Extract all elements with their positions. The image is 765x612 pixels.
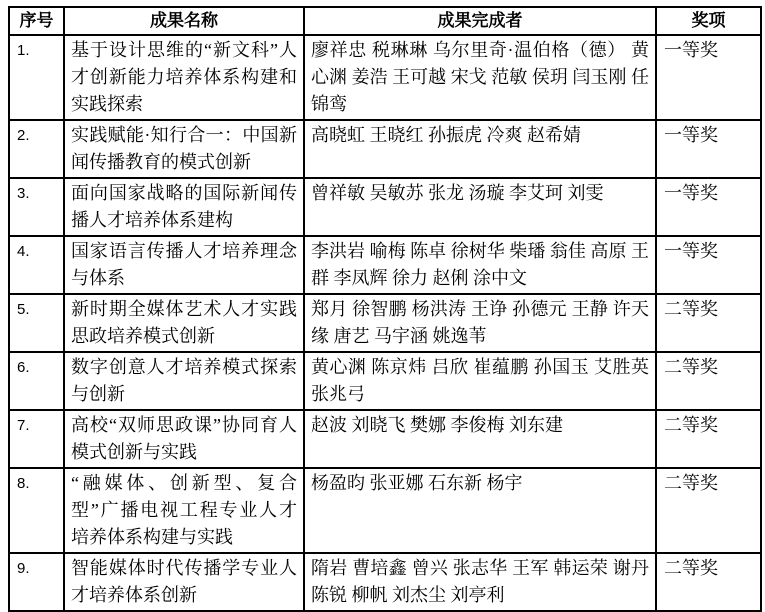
cell-award: 一等奖 (656, 120, 761, 178)
cell-achievement-name: 国家语言传播人才培养理念与体系 (64, 236, 304, 294)
table-row (9, 35, 761, 120)
cell-serial-number: 4. (9, 236, 64, 294)
cell-achievement-name: 智能媒体时代传播学专业人才培养体系创新 (64, 553, 304, 611)
table-row (9, 352, 761, 410)
award-table-container (8, 6, 762, 612)
table-row (9, 120, 761, 178)
cell-achievement-name: 基于设计思维的“新文科”人才创新能力培养体系构建和实践探索 (64, 35, 304, 120)
cell-serial-number: 7. (9, 410, 64, 468)
cell-achievement-completers: 高晓虹 王晓红 孙振虎 冷爽 赵希婧 (304, 120, 656, 178)
table-body (9, 35, 761, 611)
cell-achievement-name: 新时期全媒体艺术人才实践思政培养模式创新 (64, 294, 304, 352)
cell-award: 二等奖 (656, 294, 761, 352)
cell-serial-number: 6. (9, 352, 64, 410)
table-row (9, 294, 761, 352)
header-row (9, 7, 761, 35)
cell-achievement-completers: 郑月 徐智鹏 杨洪涛 王诤 孙德元 王静 许天缘 唐艺 马宇涵 姚逸苇 (304, 294, 656, 352)
cell-award: 一等奖 (656, 178, 761, 236)
table-row (9, 468, 761, 553)
cell-achievement-name: “融媒体、创新型、复合型”广播电视工程专业人才 培养体系构建与实践 (64, 468, 304, 553)
cell-award: 一等奖 (656, 236, 761, 294)
header-serial-number: 序号 (9, 7, 64, 35)
cell-serial-number: 5. (9, 294, 64, 352)
cell-achievement-completers: 廖祥忠 税琳琳 乌尔里奇·温伯格（德） 黄心渊 姜浩 王可越 宋戈 范敏 侯玥 闫玉刚 任锦鸾 (304, 35, 656, 120)
cell-award: 二等奖 (656, 410, 761, 468)
cell-award: 二等奖 (656, 468, 761, 553)
table-row (9, 236, 761, 294)
header-award: 奖项 (656, 7, 761, 35)
cell-serial-number: 1. (9, 35, 64, 120)
cell-achievement-completers: 曾祥敏 吴敏苏 张龙 汤璇 李艾珂 刘雯 (304, 178, 656, 236)
cell-award: 一等奖 (656, 35, 761, 120)
cell-serial-number: 3. (9, 178, 64, 236)
header-achievement-completers: 成果完成者 (304, 7, 656, 35)
header-achievement-name: 成果名称 (64, 7, 304, 35)
cell-serial-number: 8. (9, 468, 64, 553)
cell-achievement-name: 高校“双师思政课”协同育人模式创新与实践 (64, 410, 304, 468)
cell-achievement-completers: 杨盈昀 张亚娜 石东新 杨宇 (304, 468, 656, 553)
cell-achievement-completers: 黄心渊 陈京炜 吕欣 崔蕴鹏 孙国玉 艾胜英 张兆弓 (304, 352, 656, 410)
award-results-table (8, 6, 762, 612)
table-row (9, 410, 761, 468)
cell-achievement-completers: 隋岩 曹培鑫 曾兴 张志华 王军 韩运荣 谢丹 陈锐 柳帆 刘杰尘 刘亭利 (304, 553, 656, 611)
cell-achievement-name: 实践赋能·知行合一：中国新闻传播教育的模式创新 (64, 120, 304, 178)
table-row (9, 553, 761, 611)
cell-award: 二等奖 (656, 553, 761, 611)
cell-serial-number: 9. (9, 553, 64, 611)
cell-achievement-completers: 赵波 刘晓飞 樊娜 李俊梅 刘东建 (304, 410, 656, 468)
cell-achievement-name: 数字创意人才培养模式探索与创新 (64, 352, 304, 410)
cell-achievement-name: 面向国家战略的国际新闻传播人才培养体系建构 (64, 178, 304, 236)
cell-serial-number: 2. (9, 120, 64, 178)
cell-award: 二等奖 (656, 352, 761, 410)
table-header (9, 7, 761, 35)
cell-achievement-completers: 李洪岩 喻梅 陈卓 徐树华 柴璠 翁佳 高原 王群 李凤辉 徐力 赵俐 涂中文 (304, 236, 656, 294)
table-row (9, 178, 761, 236)
